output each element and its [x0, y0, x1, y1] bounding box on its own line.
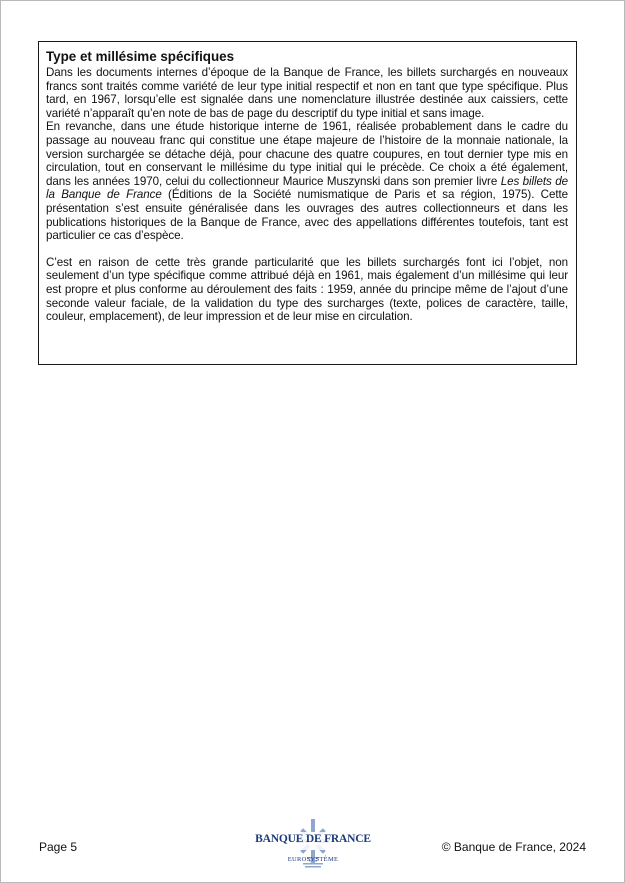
paragraph-2-part-1: En revanche, dans une étude historique interne de 1961, réalisée probablement dans le cadre du passage au nouveau franc qui constitue une étape majeure de l’histoire de la monnaie nationale, la version surchargée se détache déjà, pour chacune des quatre coupures, en tout dernier type mis en circulation, tout en conservant le millésime du type initial qui le précède. Ce choix a été également, dans les années 1970, celui du collectionneur Maurice Muszynski dans son premier livre: [46, 120, 568, 188]
copyright: © Banque de France, 2024: [441, 840, 586, 854]
section-title: Type et millésime spécifiques: [46, 49, 235, 64]
logo-star-icon: [283, 817, 343, 873]
paragraph-1: Dans les documents internes d’époque de la Banque de France, les billets surchargés en nouveaux francs sont traités comme variété de leur type initial respectif et non en tant que type spécifique. Plus tard, en 1967, lorsqu’elle est signalée dans une nomenclature illustrée destinée aux caissiers, cette variété n’apparaît qu’en note de bas de page du descriptif du type initial et sans image.: [46, 66, 568, 120]
page-number: Page 5: [39, 840, 78, 854]
text-box: [38, 41, 577, 365]
paragraph-2-part-2: (Éditions de la Société numismatique de Paris et sa région, 1975). Cette présentation s’est ensuite généralisée dans les ouvrages des autres collectionneurs et dans les publications historiques de la Banque de France, avec des appellations différentes toutefois, tant est particulier ce cas d’espèce.: [46, 188, 568, 243]
book-title: Les billets de la Banque de France: [46, 174, 568, 202]
paragraph-2: [46, 120, 568, 242]
banque-de-france-logo: [253, 817, 373, 873]
logo-subtitle: EUROSYSTÈME: [287, 856, 339, 863]
logo-name: BANQUE DE FRANCE: [255, 833, 371, 845]
paragraph-3: C’est en raison de cette très grande particularité que les billets surchargés font ici l’objet, non seulement d’un type spécifique comme attribué déjà en 1961, mais également d’un millésime qui leur est propre et plus conforme au déroulement des faits : 1959, année du principe même de l’ajout d’une seconde valeur faciale, de la validation du type des surcharges (texte, polices de caractère, taille, couleur, emplacement), de leur impression et de leur mise en circulation.: [46, 255, 568, 324]
